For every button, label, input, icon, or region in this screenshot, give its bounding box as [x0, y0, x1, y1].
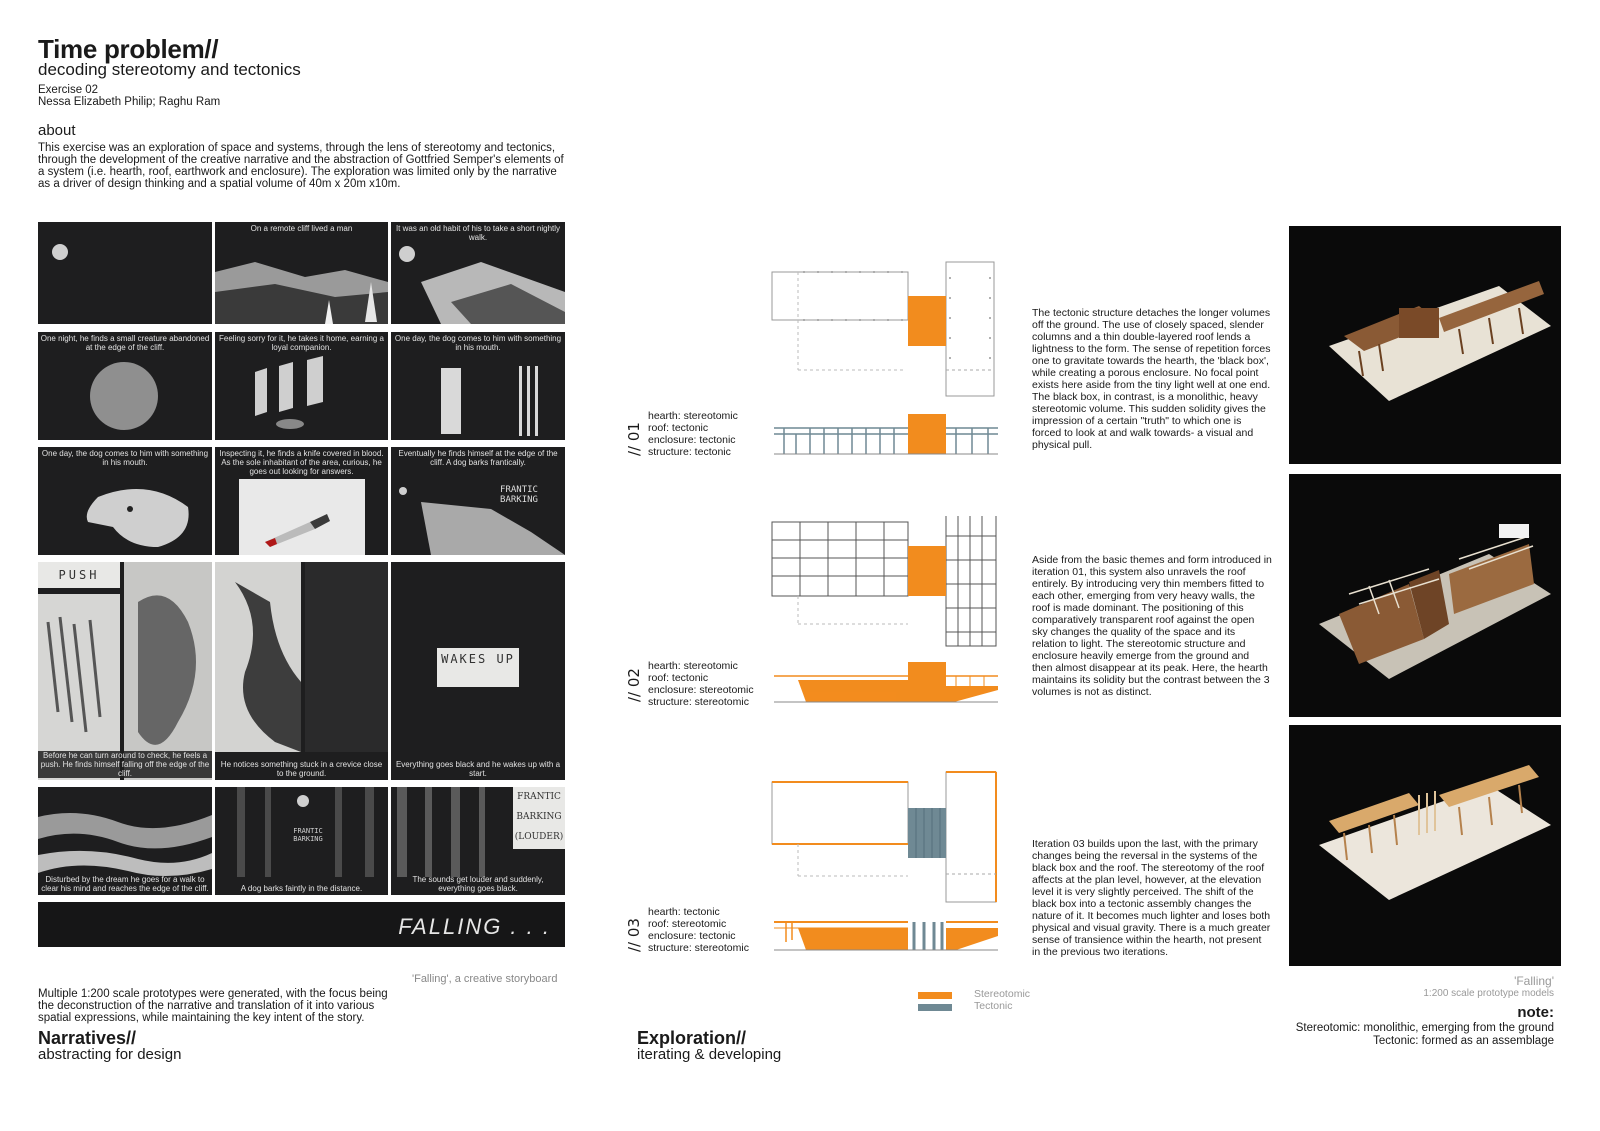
- prototype-model-image: [1289, 226, 1561, 464]
- system-item: enclosure: stereotomic: [648, 684, 754, 696]
- story-caption: Before he can turn around to check, he feels a push. He finds himself falling off the edge of the cliff.: [38, 751, 212, 778]
- models-caption: 'Falling': [1514, 974, 1554, 988]
- iteration-description: The tectonic structure detaches the longer volumes off the ground. The use of closely spaced, slender columns and a thin double-layered roof lends a lightness to the form. The sense of repetition forces one to gravitate towards the hearth, the 'black box', while creating a porous enclosure. No focal point exists here aside from the tiny light well at one end. The black box, in contrast, is a monolithic, heavy stereotomic volume. This sudden solidity gives the impression of a certain "truth" to which one is forced to look at and walk towards- a visual and physical pull.: [1032, 307, 1271, 451]
- system-item: structure: stereotomic: [648, 942, 749, 954]
- model-photo-1: [1289, 226, 1561, 464]
- sfx-line: BARKING: [516, 812, 562, 822]
- note-line: Stereotomic: monolithic, emerging from the ground: [1295, 1022, 1554, 1034]
- sfx-frantic-barking-small: FRANTIC BARKING: [293, 827, 323, 843]
- crevice-illustration: [215, 562, 388, 780]
- dog-illustration: [38, 447, 212, 555]
- system-item: roof: tectonic: [648, 672, 709, 684]
- authors-label: Nessa Elizabeth Philip; Raghu Ram: [38, 96, 221, 108]
- story-panel-3: [391, 222, 565, 324]
- note-line: Tectonic: formed as an assemblage: [1373, 1035, 1554, 1047]
- iteration-number: // 02: [625, 668, 643, 702]
- iteration-02-drawings: [770, 516, 1010, 720]
- story-panel-falling: [38, 902, 565, 947]
- legend-swatch-tectonic: [918, 1004, 952, 1011]
- story-panel-5: [215, 332, 388, 440]
- story-caption: On a remote cliff lived a man: [250, 224, 353, 233]
- knife-illustration: [215, 447, 388, 555]
- system-item: enclosure: tectonic: [648, 434, 736, 446]
- story-caption: The sounds get louder and suddenly, everything goes black.: [412, 875, 544, 893]
- exploration-heading: Exploration//: [637, 1028, 747, 1048]
- storyboard-caption: 'Falling', a creative storyboard: [412, 973, 558, 985]
- system-item: hearth: tectonic: [648, 906, 720, 918]
- iteration-03-drawings: [770, 762, 1010, 972]
- legend-label: Stereotomic: [974, 988, 1031, 1000]
- creature-illustration: [90, 362, 158, 430]
- story-panel-4: [38, 332, 212, 440]
- iteration-systems: [648, 906, 749, 954]
- story-panel-15: [391, 787, 565, 895]
- story-panel-2: [215, 222, 388, 324]
- system-item: enclosure: tectonic: [648, 930, 736, 942]
- window-light-illustration: [215, 332, 388, 440]
- legend-swatch-stereotomic: [918, 992, 952, 999]
- prototypes-text: Multiple 1:200 scale prototypes were generated, with the focus being the deconstruction of the narrative and translation of it into various spatial expressions, while maintaining the key intent of the story.: [38, 988, 388, 1024]
- sfx-wakes-up: WAKES UP: [437, 648, 519, 687]
- narratives-heading: Narratives//: [38, 1028, 137, 1048]
- iteration-description: Aside from the basic themes and form introduced in iteration 01, this system also unravels the roof entirely. By introducing very thin members fitted to each other, emerging from very heavy walls, the roof is made dominant. The positioning of this comparatively transparent roof against the open sky changes the quality of the space and its relation to light. The stereotomic structure and enclosure heavily emerge from the ground and then almost disappear at its peak. Here, the hearth maintains its solidity but the contrast between the 3 volumes is not as distinct.: [1032, 554, 1272, 698]
- story-panel-13: [38, 787, 212, 895]
- story-caption: It was an old habit of his to take a short nightly walk.: [395, 224, 561, 242]
- story-caption: One day, the dog comes to him with something in his mouth.: [394, 334, 562, 352]
- system-item: structure: tectonic: [648, 446, 731, 458]
- iteration-systems: [648, 660, 754, 708]
- iteration-systems: [648, 410, 738, 458]
- story-caption: Inspecting it, he finds a knife covered in blood. As the sole inhabitant of the area, curious, he goes out looking for answers.: [219, 449, 384, 476]
- prototype-model-image: [1289, 474, 1561, 717]
- sfx-line: (LOUDER): [514, 832, 564, 842]
- story-panel-9: [391, 447, 565, 555]
- story-caption: Eventually he finds himself at the edge of the cliff. A dog barks frantically.: [398, 449, 558, 467]
- story-panel-14: [215, 787, 388, 895]
- story-panel-7: [38, 447, 212, 555]
- story-panel-11: [215, 562, 388, 780]
- story-caption: Feeling sorry for it, he takes it home, earning a loyal companion.: [219, 334, 384, 352]
- story-panel-10: [38, 562, 212, 780]
- story-caption: A dog barks faintly in the distance.: [240, 884, 363, 893]
- story-panel-6: [391, 332, 565, 440]
- story-caption: He notices something stuck in a crevice close to the ground.: [220, 760, 383, 778]
- sfx-push: PUSH: [38, 562, 120, 588]
- note-heading: note:: [1517, 1004, 1554, 1021]
- story-caption: One night, he finds a small creature abandoned at the edge of the cliff.: [40, 334, 210, 352]
- about-heading: about: [38, 122, 76, 139]
- system-item: roof: tectonic: [648, 422, 709, 434]
- cliff-illustration: [215, 222, 388, 324]
- iteration-description: Iteration 03 builds upon the last, with the primary changes being the reversal in the systems of the black box and the roof. The stereotomy of the roof affects at the plan level, however, at the elevation level it is very slightly perceived. The shift of the black box into a tectonic assembly changes the nature of it. It becomes much lighter and loses both physical and visual gravity. There is a much greater sense of transience within the hearth, not present in the previous two iterations.: [1032, 838, 1271, 958]
- door-illustration: [391, 332, 565, 440]
- model-photo-3: [1289, 725, 1561, 966]
- iteration-number: // 01: [625, 422, 643, 456]
- sfx-falling: FALLING . . .: [398, 914, 551, 939]
- system-item: hearth: stereotomic: [648, 410, 738, 422]
- narratives-subheading: abstracting for design: [38, 1046, 182, 1063]
- story-panel-1: [38, 222, 212, 324]
- story-caption: One day, the dog comes to him with something in his mouth.: [41, 449, 209, 467]
- legend-label: Tectonic: [974, 1000, 1013, 1012]
- cliff-illustration: [391, 222, 565, 324]
- model-photo-2: [1289, 474, 1561, 717]
- story-panel-12: [391, 562, 565, 780]
- system-item: structure: stereotomic: [648, 696, 749, 708]
- fall-illustration: [38, 562, 212, 780]
- sfx-line: FRANTIC: [517, 792, 561, 802]
- iteration-01-drawings: [770, 258, 1010, 468]
- system-item: roof: stereotomic: [648, 918, 727, 930]
- cliff-illustration: [391, 447, 565, 555]
- system-item: hearth: stereotomic: [648, 660, 738, 672]
- prototype-model-image: [1289, 725, 1561, 966]
- story-panel-8: [215, 447, 388, 555]
- about-text: This exercise was an exploration of space and systems, through the lens of stereotomy and tectonics, through the development of the creative narrative and the abstraction of Gottfried Semper's elements of a system (i.e. hearth, roof, earthwork and enclosure). The exploration was limited only by the narrative as a driver of design thinking and a spatial volume of 40m x 20m x10m.: [38, 142, 564, 190]
- story-caption: Disturbed by the dream he goes for a walk to clear his mind and reaches the edge of the cliff.: [41, 875, 209, 893]
- page-subtitle: decoding stereotomy and tectonics: [38, 60, 301, 79]
- story-caption: Everything goes black and he wakes up with a start.: [395, 760, 561, 778]
- exploration-subheading: iterating & developing: [637, 1046, 782, 1063]
- page-title: Time problem//: [38, 34, 219, 64]
- models-subcaption: 1:200 scale prototype models: [1423, 988, 1554, 999]
- sfx-frantic-barking: FRANTIC BARKING: [500, 485, 538, 505]
- moon-icon: [52, 244, 68, 260]
- exercise-label: Exercise 02: [38, 84, 99, 96]
- iteration-number: // 03: [625, 918, 643, 952]
- sfx-frantic-barking-louder: [513, 787, 565, 849]
